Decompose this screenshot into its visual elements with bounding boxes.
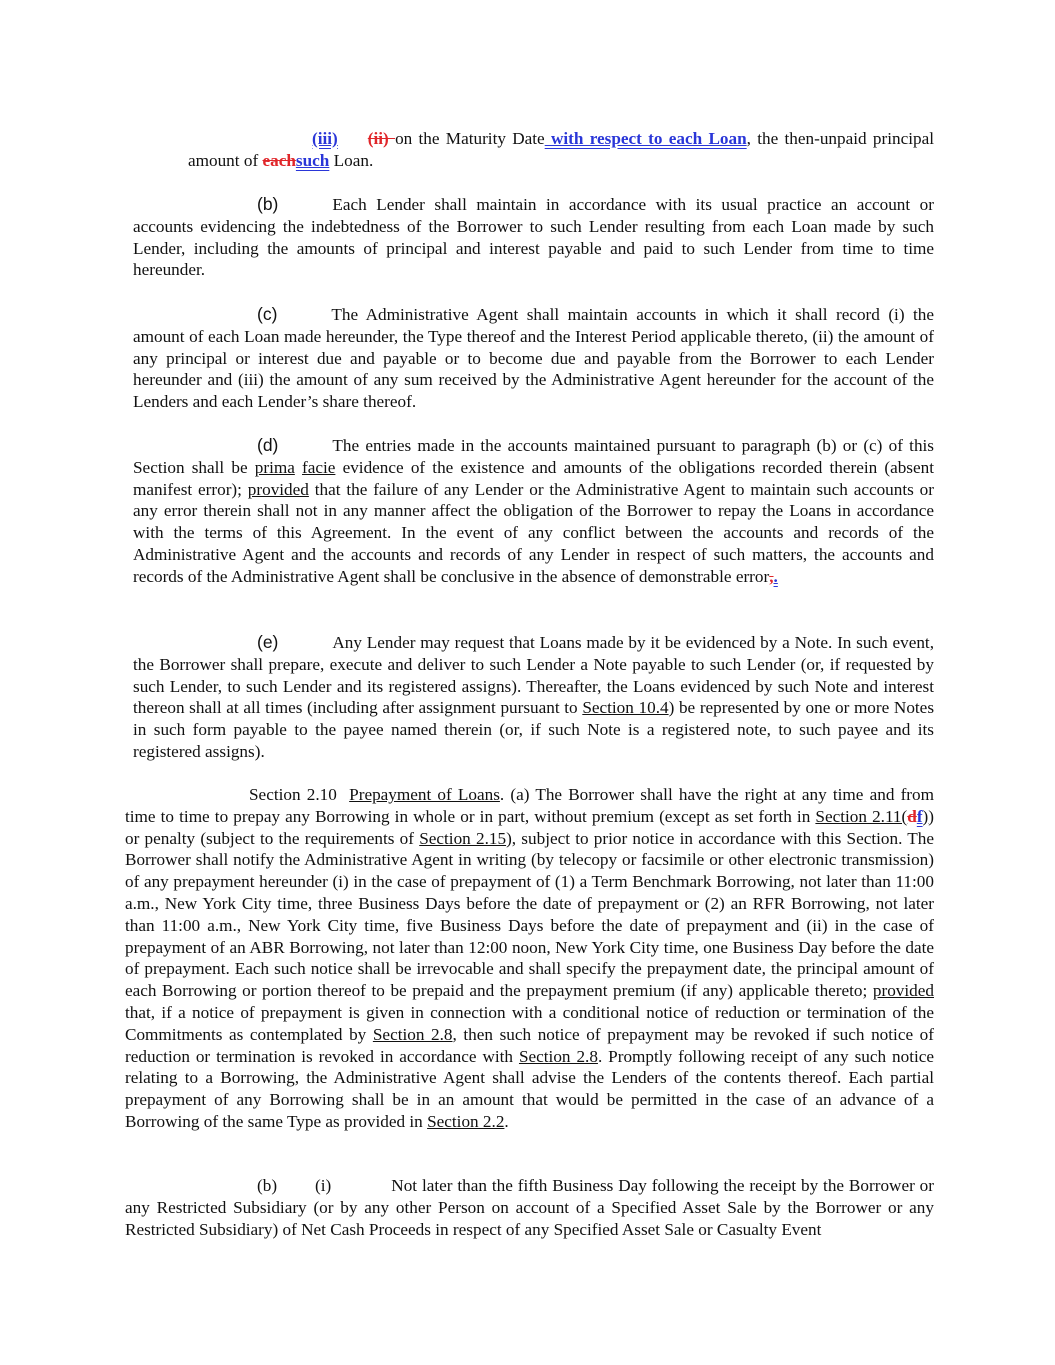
text: . bbox=[504, 1111, 509, 1131]
text: that, if a notice of prepayment is given in connection with a conditional notice of reduction or termination of the Commitments as contemplated by bbox=[125, 1002, 934, 1044]
underlined-term: provided bbox=[872, 981, 934, 1001]
text: ), subject to prior notice in accordance with this Section. The Borrower shall notify the Administrative Agent in writing (by telecopy or facsimile or other electronic transmission) of any prepayment hereunder (i) in the case of prepayment of (1) a Term Benchmark Borrowing, not later than 11:00 a.m., New York City time, three Business Days before the date of prepayment or (2) an RFR Borrowing, not later than 11:00 a.m., New York City time, five Business Days before the date of prepayment and (ii) in the case of prepayment of an ABR Borrowing, not later than 12:00 noon, New York City time, one Business Day before the date of prepayment. Each such notice shall be irrevocable and shall specify the prepayment date, the principal amount of each Borrowing or portion thereof to be prepaid and the prepayment premium (if any) applicable thereto; bbox=[125, 828, 934, 1001]
text: The entries made in the accounts maintained pursuant to paragraph (b) or (c) of this Section shall be bbox=[133, 436, 934, 477]
paragraph-iii bbox=[188, 128, 934, 172]
underlined-term: prima bbox=[254, 457, 295, 477]
clause-number-deleted: (ii) bbox=[367, 129, 396, 148]
section-reference: Section 2.15 bbox=[419, 828, 507, 848]
clause-number-inserted: (iii) bbox=[312, 129, 338, 148]
underlined-term: provided bbox=[247, 479, 309, 499]
text: Loan. bbox=[329, 150, 374, 170]
text: . Promptly following receipt of any such notice relating to a Borrowing, the Administrative Agent shall advise the Lenders of the contents thereof. Each partial prepayment of any Borrowing shall be in an amount that would be permitted in the case of an advance of a Borrowing of the same Type as provided in bbox=[125, 1046, 934, 1131]
paragraph-text: Each Lender shall maintain in accordance with its usual practice an account or accounts evidencing the indebtedness of the Borrower to such Lender resulting from each Loan made by such Lender, including the amounts of principal and interest payable and paid to such Lender from time to time hereunder. bbox=[133, 195, 934, 280]
inserted-text: such bbox=[295, 150, 330, 170]
text: ) be represented by one or more Notes in such form payable to the payee named therein (or, if such Note is a registered note, to such payee and its registered assigns). bbox=[133, 698, 935, 761]
paragraph-marker: (e) bbox=[257, 632, 279, 652]
paragraph-c bbox=[133, 304, 934, 413]
section-reference: Section 2.8 bbox=[518, 1046, 598, 1066]
paragraph-marker: (b) bbox=[257, 1176, 278, 1195]
text: evidence of the existence and amounts of the obligations recorded therein (absent manifest error); bbox=[133, 457, 934, 499]
section-reference: Section 2.11( bbox=[815, 806, 908, 826]
section-label: Section 2.10 bbox=[249, 785, 337, 804]
section-reference: ) bbox=[922, 806, 929, 826]
section-heading: Prepayment of Loans bbox=[349, 785, 500, 804]
paragraph-marker: (d) bbox=[257, 435, 279, 455]
paragraph-text: The Administrative Agent shall maintain accounts in which it shall record (i) the amount of each Loan made hereunder, the Type thereof and the Interest Period applicable thereto, (ii) the amount of any principal or interest due and payable or to become due and payable from the Borrower to each Lender hereunder and (iii) the amount of any sum received by the Administrative Agent hereunder for the account of the Lenders and each Lender’s share thereof. bbox=[133, 305, 934, 412]
text: . (a) The Borrower shall have the right at any time and from time to time to prepay any Borrowing in whole or in part, without premium (except as set forth in bbox=[125, 785, 934, 826]
section-2-10 bbox=[125, 784, 934, 1133]
inserted-text: . bbox=[773, 566, 778, 586]
section-reference: Section 2.8 bbox=[372, 1024, 453, 1044]
section-reference: Section 10.4 bbox=[582, 698, 669, 718]
sub-marker: (i) bbox=[315, 1176, 332, 1195]
text: on the Maturity Date bbox=[395, 129, 545, 148]
text bbox=[295, 458, 302, 477]
deleted-text: , bbox=[769, 566, 774, 586]
paragraph-marker: (c) bbox=[257, 304, 278, 324]
paragraph-text: Not later than the fifth Business Day following the receipt by the Borrower or any Restricted Subsidiary (or by any other Person on account of a Specified Asset Sale by the Borrower or any Restricted Subsidiary) of Net Cash Proceeds in respect of any Specified Asset Sale or Casualty Event bbox=[125, 1176, 934, 1239]
paragraph-marker: (b) bbox=[257, 194, 279, 214]
paragraph-b bbox=[133, 194, 934, 281]
text: that the failure of any Lender or the Administrative Agent to maintain such accounts or any error therein shall not in any manner affect the obligation of the Borrower to repay the Loans in accordance with the terms of this Agreement. In the event of any conflict between the accounts and records of the Administrative Agent and the accounts and records of any Lender in respect of such matters, the accounts and records of the Administrative Agent shall be conclusive in the absence of demonstrable error bbox=[133, 479, 934, 586]
paragraph-d bbox=[133, 435, 934, 588]
paragraph-e bbox=[133, 632, 934, 763]
inserted-text: f bbox=[916, 806, 923, 826]
paragraph-b-i bbox=[125, 1175, 934, 1240]
section-reference: Section 2.2 bbox=[427, 1111, 505, 1131]
inserted-text: with respect to each Loan bbox=[544, 129, 747, 148]
underlined-term: facie bbox=[302, 457, 336, 477]
text: , the then-unpaid principal amount of bbox=[188, 129, 934, 170]
text: ) or penalty (subject to the requirements of bbox=[125, 806, 935, 848]
deleted-text: d bbox=[907, 806, 917, 826]
text: Any Lender may request that Loans made by it be evidenced by a Note. In such event, the Borrower shall prepare, execute and deliver to such Lender a Note payable to such Lender (or, if requested by such Lender, to such Lender and its registered assigns). Thereafter, the Loans evidenced by such Note and interest thereon shall at all times (including after assignment pursuant to bbox=[133, 633, 934, 718]
text: , then such notice of prepayment may be revoked if such notice of reduction or termination is revoked in accordance with bbox=[125, 1024, 934, 1066]
deleted-text: each bbox=[262, 150, 296, 170]
